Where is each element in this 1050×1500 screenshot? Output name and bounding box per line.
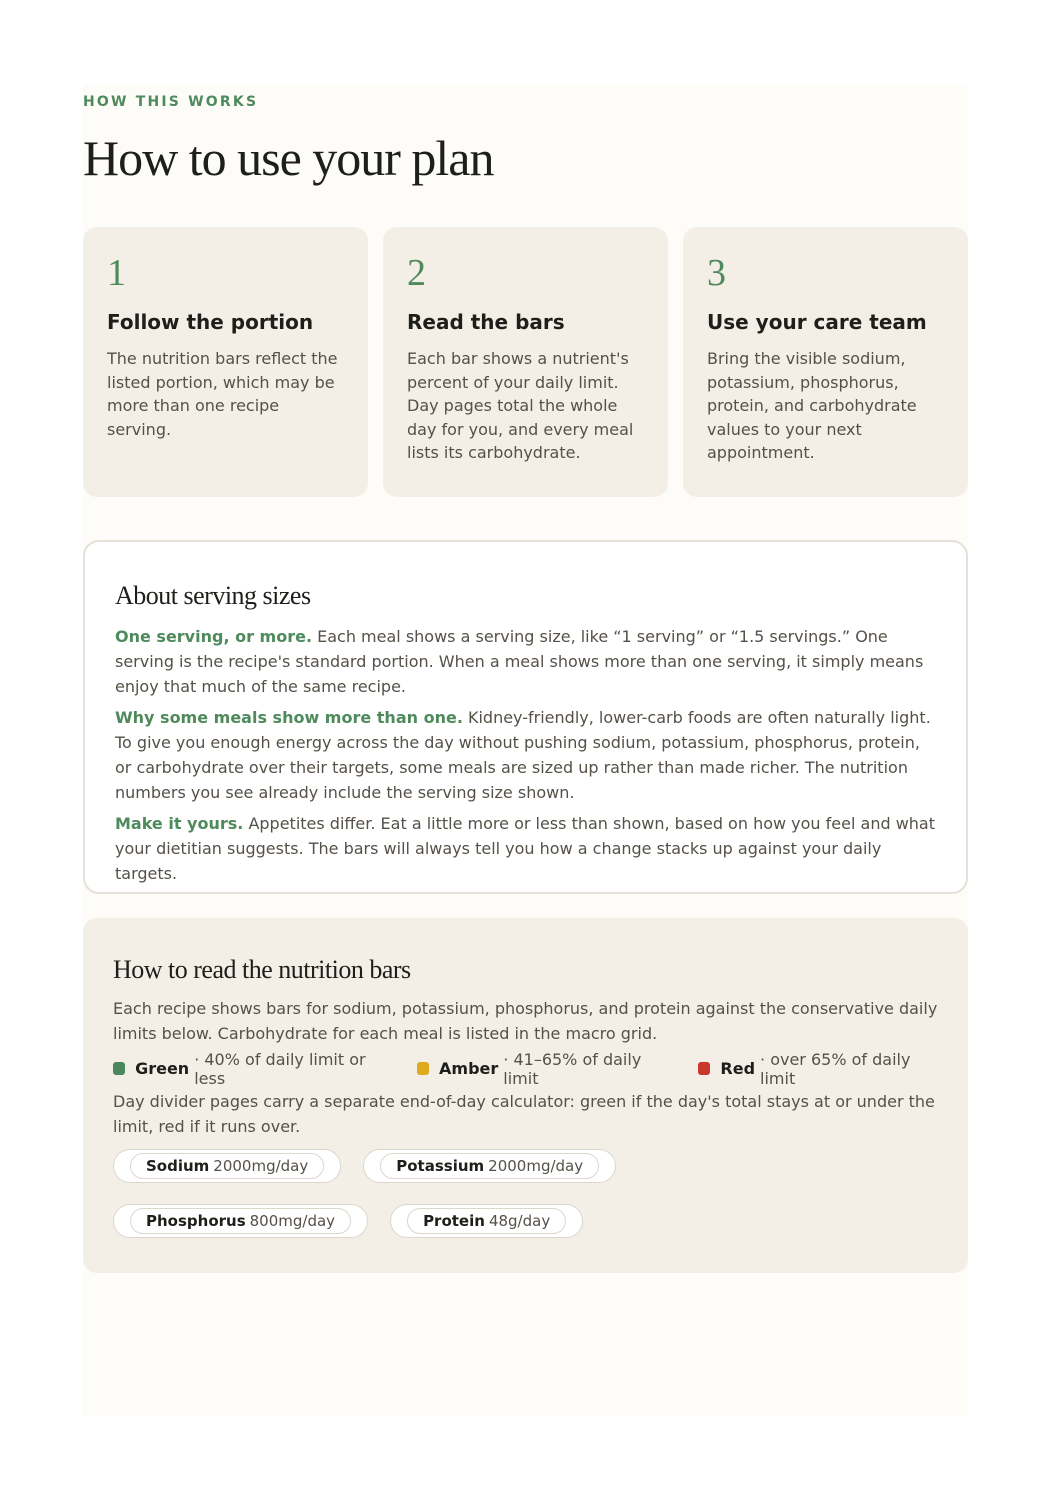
limit-name: Protein (423, 1212, 485, 1230)
legend-name: Green (135, 1059, 190, 1078)
amber-swatch (417, 1062, 429, 1075)
serving-paragraph (115, 624, 936, 699)
paragraph-lead: Make it yours. (115, 814, 244, 833)
limit-pill-potassium (363, 1149, 616, 1183)
limit-value: 48g/day (488, 1212, 551, 1230)
step-body: Each bar shows a nutrient's percent of your daily limit. Day pages total the whole day for you, and every meal lists its carbohydrate. (407, 349, 634, 462)
legend-desc: · over 65% of daily limit (760, 1049, 911, 1088)
legend-item-green (113, 1050, 387, 1088)
limit-value: 800mg/day (249, 1212, 336, 1230)
serving-sizes-card (83, 540, 968, 894)
nutrition-bars-card (83, 918, 968, 1273)
legend-desc: · 40% of daily limit or less (194, 1049, 366, 1088)
page-title: How to use your plan (83, 130, 494, 186)
nutrition-bars-intro: Each recipe shows bars for sodium, potassium, phosphorus, and protein against the conservative daily limits below. Carbohydrate for each meal is listed in the macro grid. (113, 999, 938, 1043)
step-number: 2 (407, 252, 426, 294)
step-title: Read the bars (407, 310, 565, 334)
pill-inner (130, 1208, 351, 1234)
limit-name: Sodium (146, 1157, 210, 1175)
legend-item-red (698, 1050, 938, 1088)
nutrition-bars-title: How to read the nutrition bars (113, 955, 411, 984)
limit-value: 2000mg/day (213, 1157, 309, 1175)
step-card-2 (383, 227, 668, 497)
green-swatch (113, 1062, 125, 1075)
legend-name: Amber (439, 1059, 499, 1078)
plan-guide-page (83, 84, 968, 1416)
limit-name: Potassium (396, 1157, 485, 1175)
paragraph-lead: One serving, or more. (115, 627, 313, 646)
step-number: 1 (107, 252, 126, 294)
calculator-note: Day divider pages carry a separate end-of-day calculator: green if the day's total stays at or under the limit, red if it runs over. (113, 1092, 935, 1136)
steps-row (83, 227, 968, 497)
step-body: Bring the visible sodium, potassium, phosphorus, protein, and carbohydrate values to your next appointment. (707, 349, 917, 462)
step-title: Follow the portion (107, 310, 314, 334)
step-card-1 (83, 227, 368, 497)
paragraph-lead: Why some meals show more than one. (115, 708, 463, 727)
color-legend (113, 1049, 938, 1088)
legend-name: Red (720, 1059, 756, 1078)
legend-item-amber (417, 1050, 668, 1088)
step-card-3 (683, 227, 968, 497)
limit-value: 2000mg/day (488, 1157, 584, 1175)
legend-desc: · 41–65% of daily limit (503, 1049, 642, 1088)
paragraph-text: Appetites differ. Eat a little more or less than shown, based on how you feel and what your dietitian suggests. The bars will always tell you how a change stacks up against your daily targets. (115, 814, 935, 883)
step-body: The nutrition bars reflect the listed portion, which may be more than one recipe serving. (107, 349, 338, 439)
limit-pill-sodium (113, 1149, 341, 1183)
eyebrow-label: HOW THIS WORKS (83, 94, 259, 110)
step-number: 3 (707, 252, 726, 294)
pill-inner (130, 1153, 324, 1179)
pill-inner (407, 1208, 566, 1234)
serving-paragraph (115, 811, 936, 886)
limit-name: Phosphorus (146, 1212, 246, 1230)
paragraph-text: Each meal shows a serving size, like “1 serving” or “1.5 servings.” One serving is the recipe's standard portion. When a meal shows more than one serving, it simply means enjoy that much of the same recipe. (115, 627, 924, 696)
serving-paragraph (115, 705, 936, 805)
daily-limits (113, 1149, 893, 1259)
step-title: Use your care team (707, 310, 927, 334)
serving-sizes-title: About serving sizes (115, 581, 311, 610)
pill-inner (380, 1153, 599, 1179)
limit-pill-phosphorus (113, 1204, 368, 1238)
limit-pill-protein (390, 1204, 583, 1238)
paragraph-text: Kidney-friendly, lower-carb foods are often naturally light. To give you enough energy across the day without pushing sodium, potassium, phosphorus, protein, or carbohydrate over their targets, some meals are sized up rather than made richer. The nutrition numbers you see already include the serving size shown. (115, 708, 931, 802)
red-swatch (698, 1062, 710, 1075)
